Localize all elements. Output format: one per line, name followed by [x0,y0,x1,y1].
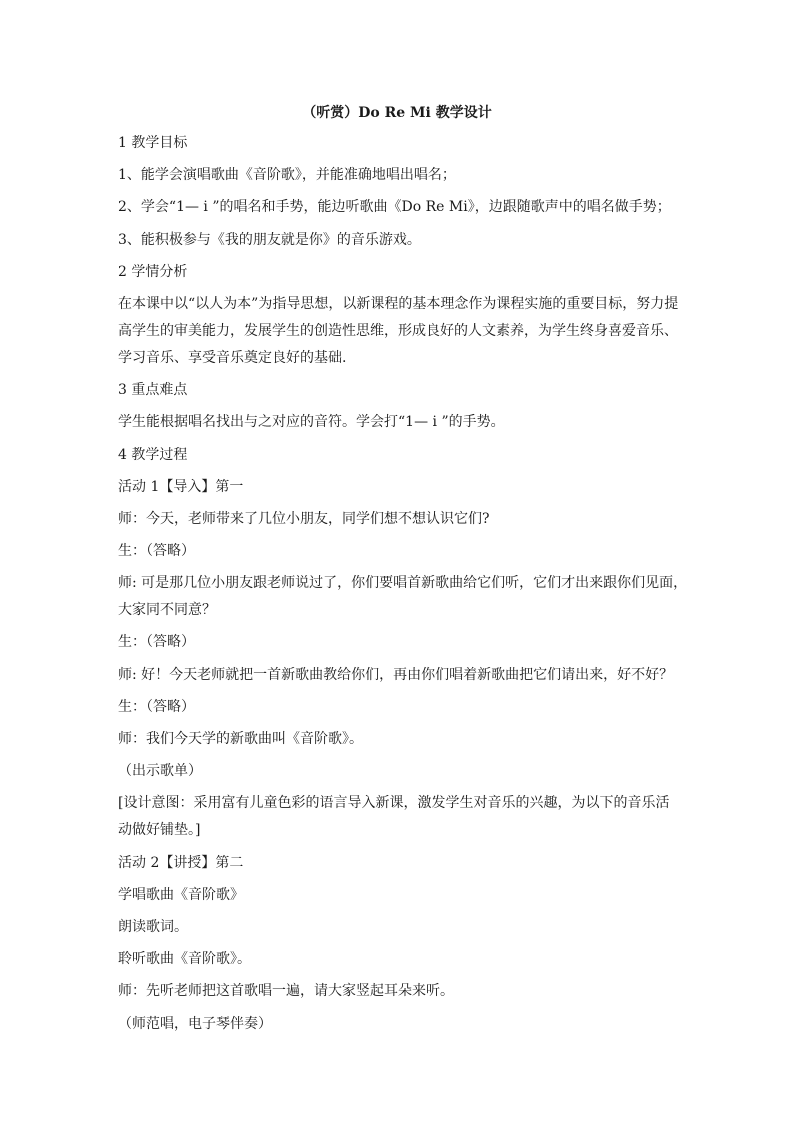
section-heading-analysis: 2 学情分析 [118,263,188,280]
document-title: （听赏）Do Re Mi 教学设计 [302,105,492,121]
dialogue-line: 师: 可是那几位小朋友跟老师说过了，你们要唱首新歌曲给它们听，它们才出来跟你们见面， [118,575,688,592]
dialogue-line: 生：（答略） [118,634,195,651]
paragraph-line: 3、能积极参与《我的朋友就是你》的音乐游戏。 [118,231,421,248]
design-intent-line: 动做好铺垫。] [118,822,201,839]
dialogue-line: 师：先听老师把这首歌唱一遍，请大家竖起耳朵来听。 [118,983,454,1000]
paragraph-line: 学唱歌曲《音阶歌》 [118,886,244,903]
dialogue-line: 生：（答略） [118,698,195,715]
paragraph-line: 聆听歌曲《音阶歌》。 [118,951,251,968]
stage-direction: （出示歌单） [118,763,202,780]
section-heading-objectives: 1 教学目标 [118,135,188,151]
paragraph-line: 学习音乐、享受音乐奠定良好的基础. [118,349,347,366]
paragraph-line: 2、学会“1— i ”的唱名和手势，能边听歌曲《Do Re Mi》，边跟随歌声中的唱名做手势； [118,199,671,216]
activity-heading: 活动 2【讲授】第二 [118,854,244,871]
paragraph-line: 1、能学会演唱歌曲《音阶歌》，并能准确地唱出唱名； [118,167,456,184]
stage-direction: （师范唱，电子琴伴奏） [118,1015,272,1032]
dialogue-line: 生：（答略） [118,543,195,560]
dialogue-line: 师：我们今天学的新歌曲叫《音阶歌》。 [118,731,363,747]
section-heading-process: 4 教学过程 [118,446,188,463]
activity-heading: 活动 1【导入】第一 [118,478,244,495]
dialogue-line: 师: 好！今天老师就把一首新歌曲教给你们，再由你们唱着新歌曲把它们请出来，好不好？ [118,666,674,683]
section-heading-key-points: 3 重点难点 [118,382,188,399]
dialogue-line: 师：今天，老师带来了几位小朋友，同学们想不想认识它们? [118,510,490,527]
paragraph-line: 学生能根据唱名找出与之对应的音符。学会打“1— i ”的手势。 [118,414,505,431]
paragraph-line: 朗读歌词。 [118,918,188,935]
document-body [118,133,688,1046]
paragraph-line: 高学生的审美能力，发展学生的创造性思维，形成良好的人文素养，为学生终身喜爱音乐、 [118,322,678,339]
paragraph-line: 在本课中以“以人为本”为指导思想，以新课程的基本理念作为课程实施的重要目标，努力提 [118,295,679,312]
dialogue-line: 大家同不同意？ [118,602,216,619]
design-intent-line: [设计意图：采用富有儿童色彩的语言导入新课，激发学生对音乐的兴趣，为以下的音乐活 [118,795,670,812]
